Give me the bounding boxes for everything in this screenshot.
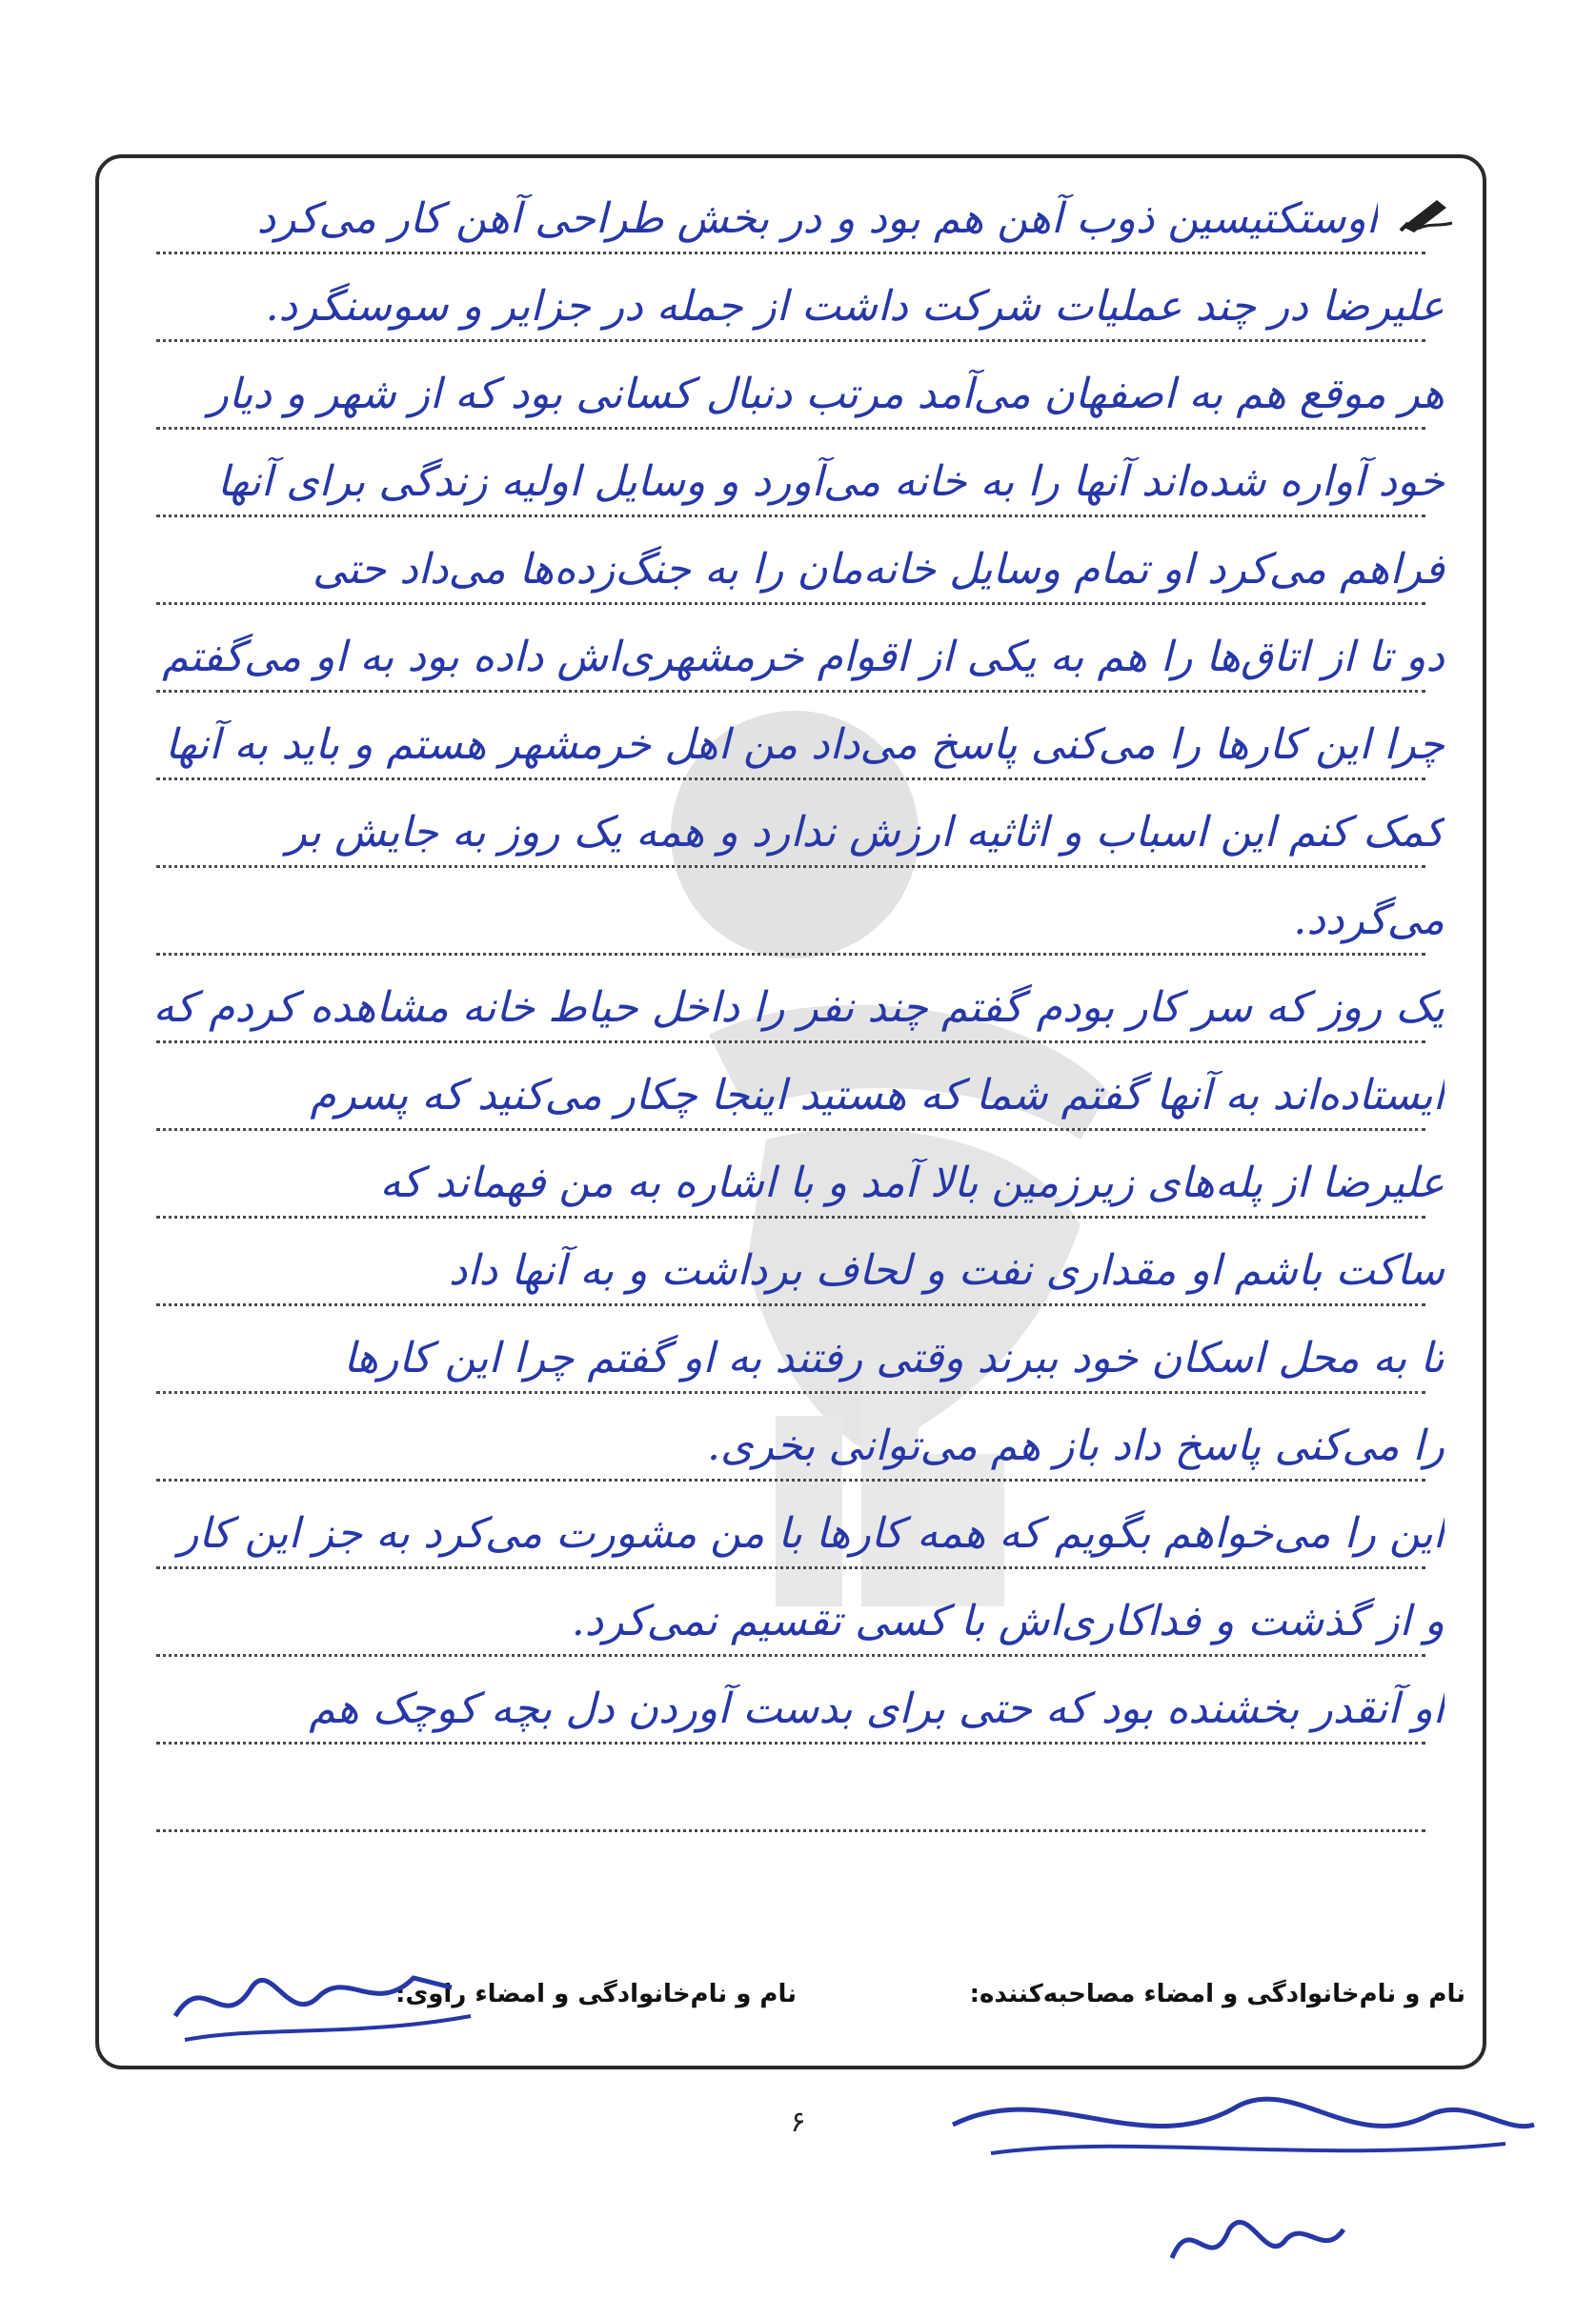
handwritten-line: او آنقدر بخشنده بود که حتی برای بدست آوردن دل بچه کوچک هم bbox=[309, 1685, 1444, 1733]
handwritten-line: تا به محل اسکان خود ببرند وقتی رفتند به او گفتم چرا این کارها bbox=[343, 1334, 1444, 1382]
ruling-line bbox=[156, 252, 1425, 254]
handwritten-line: خود آواره شده‌اند آنها را به خانه می‌آورد و وسایل اولیه زندگی برای آنها bbox=[216, 457, 1444, 506]
handwritten-line: علیرضا از پله‌های زیرزمین بالا آمد و با اشاره به من فهماند که bbox=[379, 1159, 1444, 1207]
ruling-line bbox=[156, 1040, 1425, 1043]
handwritten-line: علیرضا در چند عملیات شرکت داشت از جمله در جزایر و سوسنگرد. bbox=[265, 282, 1444, 331]
ruling-line bbox=[156, 1303, 1425, 1306]
interviewer-signature-label: نام و نام‌خانوادگی و امضاء مصاحبه‌کننده: bbox=[969, 1980, 1465, 2008]
handwritten-line: این را می‌خواهم بگویم که همه کارها با من مشورت می‌کرد به جز این کار bbox=[178, 1509, 1444, 1558]
ruling-line bbox=[156, 953, 1425, 956]
ruling-line bbox=[156, 1829, 1425, 1832]
narrator-signature bbox=[166, 1949, 480, 2054]
ruling-line bbox=[156, 514, 1425, 517]
ruling-line bbox=[156, 1391, 1425, 1394]
handwritten-line: ساکت باشم او مقداری نفت و لحاف برداشت و به آنها داد bbox=[448, 1246, 1444, 1295]
ruling-line bbox=[156, 690, 1425, 693]
handwritten-line: اوستکتیسین ذوب آهن هم بود و در بخش طراحی آهن کار می‌کرد bbox=[256, 194, 1378, 243]
handwritten-line: و از گذشت و فداکاری‌اش با کسی تقسیم نمی‌کرد. bbox=[571, 1597, 1444, 1645]
handwritten-line: هر موقع هم به اصفهان می‌آمد مرتب دنبال کسانی بود که از شهر و دیار bbox=[208, 370, 1444, 418]
handwritten-line: را می‌کنی پاسخ داد باز هم می‌توانی بخری. bbox=[707, 1422, 1444, 1470]
ruling-line bbox=[156, 427, 1425, 430]
handwritten-line: یک روز که سر کار بودم گفتم چند نفر را داخل حیاط خانه مشاهده کردم که bbox=[152, 983, 1444, 1032]
bottom-signature bbox=[1162, 2191, 1353, 2287]
handwritten-line: دو تا از اتاق‌ها را هم به یکی از اقوام خرمشهری‌اش داده بود به او می‌گفتم bbox=[162, 633, 1444, 681]
ruling-line bbox=[156, 777, 1425, 780]
handwritten-line: ایستاده‌اند به آنها گفتم شما که هستید اینجا چکار می‌کنید که پسرم bbox=[310, 1071, 1444, 1120]
handwritten-line: کمک کنم این اسباب و اثاثیه ارزش ندارد و همه یک روز به جایش بر bbox=[286, 808, 1444, 857]
ruling-line bbox=[156, 1479, 1425, 1482]
interview-form-frame bbox=[95, 154, 1486, 2069]
ruling-line bbox=[156, 1654, 1425, 1657]
ruling-line bbox=[156, 1128, 1425, 1131]
ruling-line bbox=[156, 602, 1425, 605]
ruling-line bbox=[156, 1742, 1425, 1745]
pen-writing-icon bbox=[1399, 194, 1454, 232]
narrator-signature-label: نام و نام‌خانوادگی و امضاء راوی: bbox=[395, 1980, 797, 2008]
ruling-line bbox=[156, 1566, 1425, 1569]
page-number: ۶ bbox=[790, 2106, 806, 2139]
ruling-line bbox=[156, 339, 1425, 342]
handwritten-line: فراهم می‌کرد او تمام وسایل خانه‌مان را به جنگ‌زده‌ها می‌داد حتی bbox=[312, 545, 1444, 594]
handwritten-line: می‌گردد. bbox=[1293, 896, 1444, 944]
ruling-line bbox=[156, 1216, 1425, 1219]
ruling-line bbox=[156, 865, 1425, 868]
handwritten-line: چرا این کارها را می‌کنی پاسخ می‌داد من اهل خرمشهر هستم و باید به آنها bbox=[165, 720, 1444, 769]
